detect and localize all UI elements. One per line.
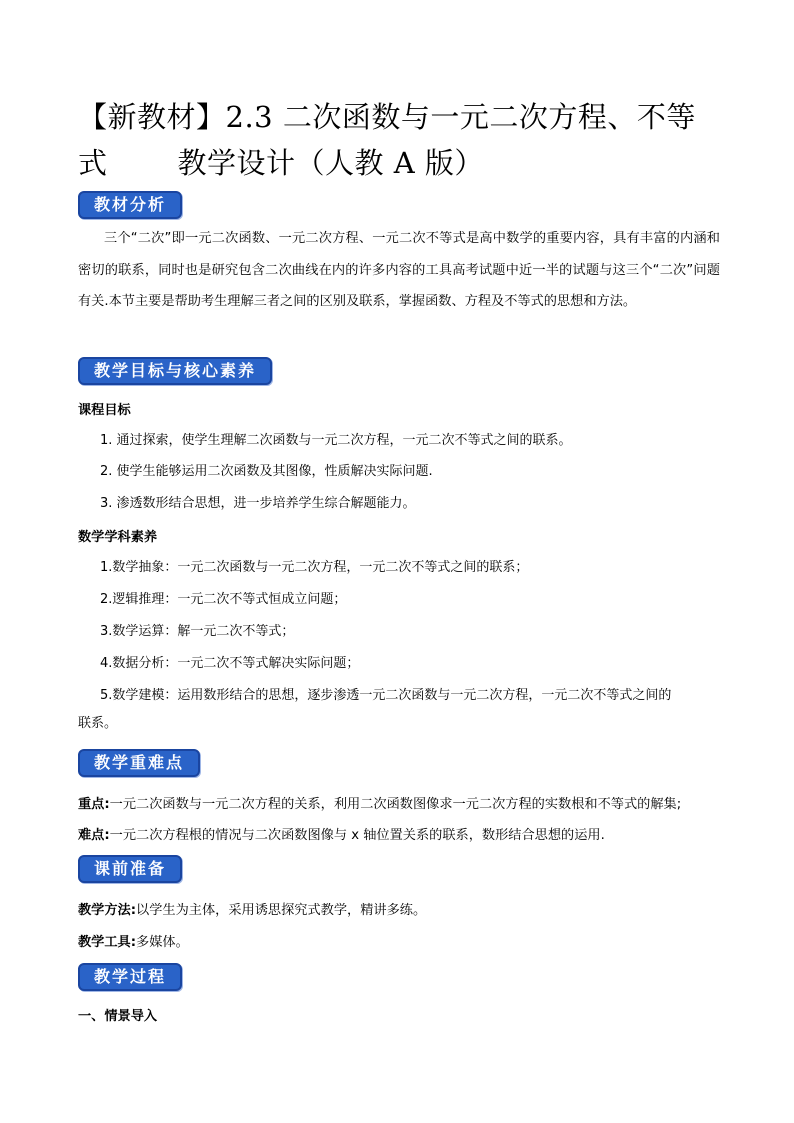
analysis-paragraph: 三个“二次”即一元二次函数、一元二次方程、一元二次不等式是高中数学的重要内容，具有丰富的内涵和密切的联系，同时也是研究包含二次曲线在内的许多内容的工具高考试题中近一半的试题与这三个“二次”问题有关.本节主要是帮助考生理解三者之间的区别及联系，掌握函数、方程及不等式的思想和方法。 bbox=[78, 231, 720, 309]
difficult-point-text: 一元二次方程根的情况与二次函数图像与 x 轴位置关系的联系，数形结合思想的运用. bbox=[109, 828, 605, 843]
teaching-method-line bbox=[78, 899, 426, 918]
title-line-2a: 式 bbox=[78, 146, 108, 180]
document-title bbox=[78, 94, 728, 186]
title-line-1: 【新教材】2.3 二次函数与一元二次方程、不等 bbox=[78, 100, 696, 134]
literacy-heading: 数学学科素养 bbox=[78, 530, 158, 545]
title-line-2b: 教学设计（人教 A 版） bbox=[177, 146, 484, 180]
literacy-item-4: 4.数据分析：一元二次不等式解决实际问题； bbox=[100, 656, 360, 671]
section-badge-preparation: 课前准备 bbox=[78, 855, 182, 883]
teaching-method-label: 教学方法: bbox=[78, 903, 137, 918]
literacy-item-2: 2.逻辑推理：一元二次不等式恒成立问题； bbox=[100, 592, 347, 607]
literacy-item-5-continued: 联系。 bbox=[78, 716, 118, 731]
teaching-tools-text: 多媒体。 bbox=[136, 935, 189, 950]
teaching-method-text: 以学生为主体，采用诱思探究式教学，精讲多练。 bbox=[136, 903, 427, 918]
section-badge-key-points: 教学重难点 bbox=[78, 749, 200, 777]
key-point-text: 一元二次函数与一元二次方程的关系，利用二次函数图像求一元二次方程的实数根和不等式的解集; bbox=[109, 797, 682, 812]
key-point-label: 重点: bbox=[78, 797, 110, 812]
teaching-tools-label: 教学工具: bbox=[78, 935, 137, 950]
literacy-item-3: 3.数学运算：解一元二次不等式； bbox=[100, 624, 295, 639]
literacy-item-1: 1.数学抽象：一元二次函数与一元二次方程，一元二次不等式之间的联系； bbox=[100, 560, 529, 575]
teaching-tools-line bbox=[78, 931, 189, 950]
section-badge-analysis: 教材分析 bbox=[78, 191, 182, 219]
section-badge-goals: 教学目标与核心素养 bbox=[78, 357, 272, 385]
course-goals-heading: 课程目标 bbox=[78, 403, 131, 418]
key-point-line bbox=[78, 793, 681, 812]
section-badge-process: 教学过程 bbox=[78, 963, 182, 991]
difficult-point-label: 难点: bbox=[78, 828, 110, 843]
process-step-1: 一、情景导入 bbox=[78, 1009, 158, 1024]
course-goal-item-2: 2. 使学生能够运用二次函数及其图像，性质解决实际问题. bbox=[100, 464, 433, 479]
difficult-point-line bbox=[78, 824, 605, 843]
course-goal-item-1: 1. 通过探索，使学生理解二次函数与一元二次方程，一元二次不等式之间的联系。 bbox=[100, 433, 572, 448]
literacy-item-5: 5.数学建模：运用数形结合的思想，逐步渗透一元二次函数与一元二次方程，一元二次不等式之间的 bbox=[100, 688, 672, 703]
course-goal-item-3: 3. 渗透数形结合思想，进一步培养学生综合解题能力。 bbox=[100, 496, 416, 511]
